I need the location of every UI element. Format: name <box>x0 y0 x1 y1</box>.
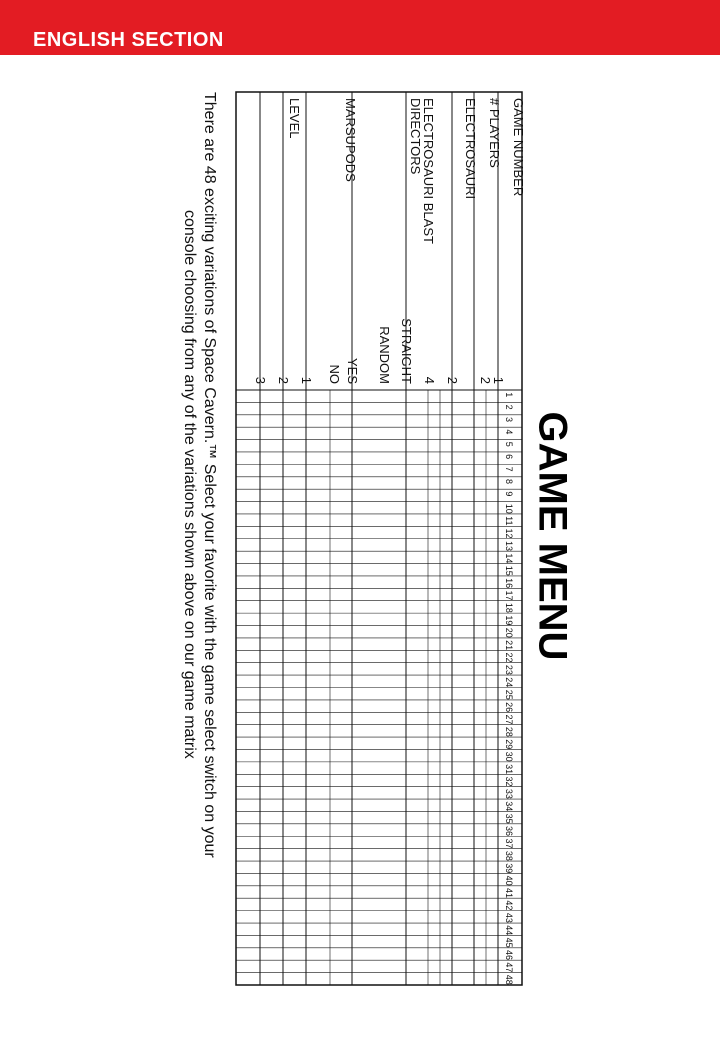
game-number-label: 32 <box>504 776 514 787</box>
game-number-label: 47 <box>504 962 514 973</box>
game-number-label: 46 <box>504 950 514 961</box>
value-label-electrosauri-4: 4 <box>422 376 437 384</box>
game-number-label: 22 <box>504 652 514 663</box>
game-number-label: 26 <box>504 702 514 713</box>
game-number-label: 16 <box>504 578 514 589</box>
game-number-label: 38 <box>504 850 514 861</box>
game-number-label: 35 <box>504 813 514 824</box>
game-number-label: 8 <box>504 478 514 484</box>
game-number-label: 11 <box>504 516 514 526</box>
game-number-label: 13 <box>504 540 514 551</box>
game-number-label: 37 <box>504 838 514 849</box>
game-number-label: 36 <box>504 826 514 837</box>
game-number-label: 31 <box>504 764 514 775</box>
game-number-label: 6 <box>504 454 514 460</box>
value-label-players-1: 1 <box>491 376 506 384</box>
game-number-label: 34 <box>504 801 514 812</box>
value-label-no: NO <box>327 364 342 384</box>
game-number-label: 18 <box>504 602 514 613</box>
game-number-label: 21 <box>504 640 514 651</box>
game-number-label: 19 <box>504 615 514 626</box>
game-number-label: 44 <box>504 925 514 936</box>
row-label-blast-directors: ELECTROSAURI BLAST <box>421 98 436 244</box>
value-label-level-2: 2 <box>276 376 291 384</box>
section-label: ENGLISH SECTION <box>33 29 224 51</box>
value-label-electrosauri-2: 2 <box>445 376 460 384</box>
game-number-label: 30 <box>504 751 514 762</box>
game-number-label: 25 <box>504 689 514 700</box>
game-number-label: 2 <box>504 404 514 410</box>
row-label-game-number: GAME NUMBER <box>511 98 526 197</box>
game-number-label: 3 <box>504 416 514 423</box>
game-number-label: 9 <box>504 491 514 497</box>
matrix-grid <box>236 92 522 985</box>
game-number-label: 48 <box>504 974 514 985</box>
row-label-blast-directors: DIRECTORS <box>408 98 423 175</box>
value-label-level-3: 3 <box>253 376 268 384</box>
game-number-label: 12 <box>504 528 514 539</box>
caption-line-1: There are 48 exciting variations of Space Cavern.™ Select your favorite with the game select switch on your <box>201 92 218 858</box>
row-label-marsupods: MARSUPODS <box>343 98 358 182</box>
game-number-label: 5 <box>504 441 514 447</box>
game-number-label: 14 <box>504 553 514 564</box>
game-number-label: 23 <box>504 664 514 675</box>
page-title: GAME MENU <box>530 411 575 661</box>
game-number-label: 7 <box>504 466 514 472</box>
game-number-label: 29 <box>504 739 514 750</box>
game-number-label: 10 <box>504 503 514 514</box>
game-number-label: 17 <box>504 590 514 601</box>
game-number-label: 43 <box>504 912 514 923</box>
game-number-label: 4 <box>504 429 514 435</box>
game-number-label: 45 <box>504 937 514 948</box>
value-label-yes: YES <box>345 357 360 384</box>
row-label-players: # PLAYERS <box>487 98 502 168</box>
game-number-label: 15 <box>504 565 514 576</box>
game-number-label: 20 <box>504 627 514 638</box>
game-number-label: 41 <box>504 888 514 899</box>
value-label-players-2: 2 <box>478 376 493 384</box>
caption-line-2: console choosing from any of the variations shown above on our game matrix <box>181 210 198 759</box>
row-label-electrosauri: ELECTROSAURI <box>463 98 478 200</box>
game-number-label: 27 <box>504 714 514 725</box>
matrix-labels <box>253 98 526 985</box>
game-number-label: 24 <box>504 677 514 688</box>
value-label-straight: STRAIGHT <box>399 318 414 384</box>
row-label-level: LEVEL <box>287 98 302 139</box>
value-label-random: RANDOM <box>377 326 392 384</box>
game-number-label: 42 <box>504 900 514 911</box>
game-number-label: 28 <box>504 726 514 737</box>
game-number-label: 1 <box>504 392 514 398</box>
value-label-level-1: 1 <box>299 376 314 384</box>
game-number-label: 39 <box>504 863 514 874</box>
game-number-label: 40 <box>504 875 514 886</box>
game-number-label: 33 <box>504 788 514 799</box>
